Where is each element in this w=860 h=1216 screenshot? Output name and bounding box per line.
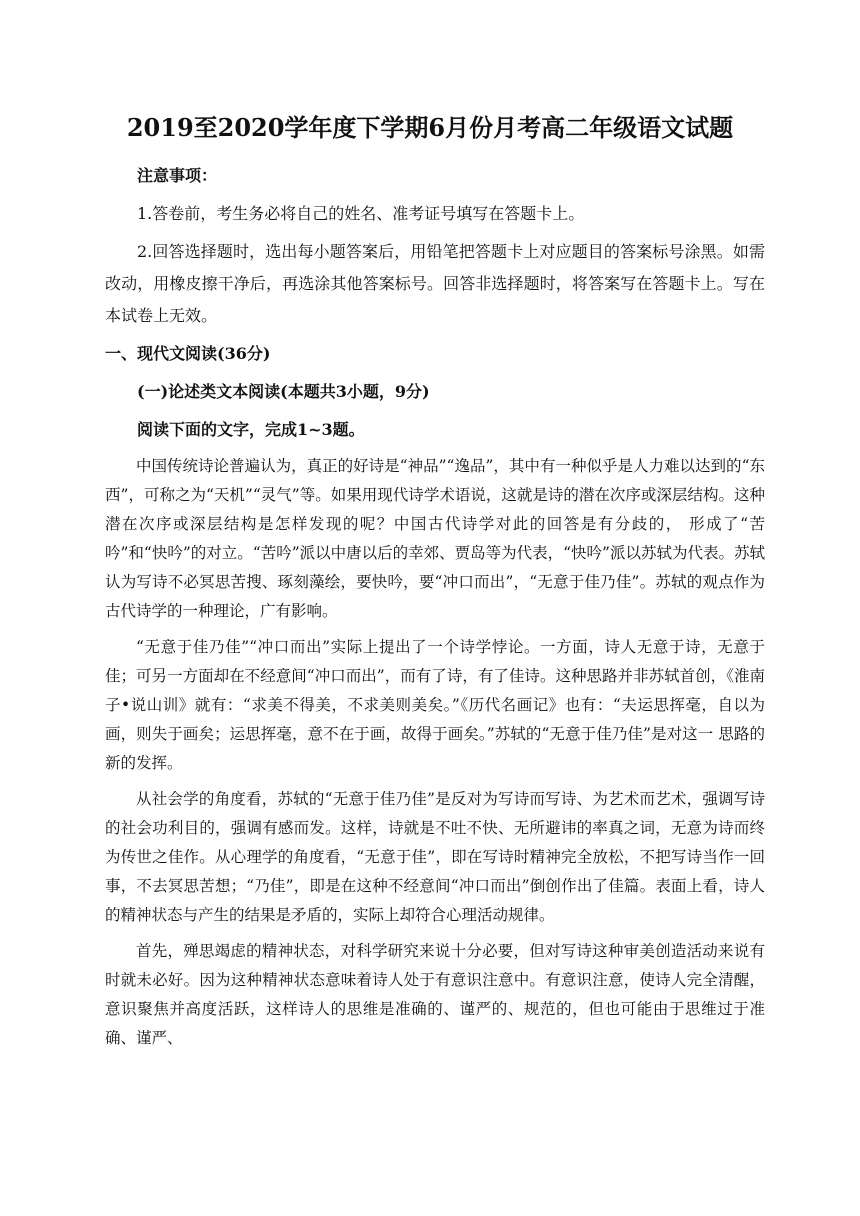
passage-paragraph-2: “无意于佳乃佳”“冲口而出”实际上提出了一个诗学悖论。一方面，诗人无意于诗，无意于佳；可另一方面却在不经意间“冲口而出”，而有了诗，有了佳诗。这种思路并非苏轼首创，《淮南子•说山训》就有：“求美不得美，不求美则美矣。”《历代名画记》也有：“夫运思挥毫，自以为画，则失于画矣；运思挥毫，意不在于画，故得于画矣。”苏轼的“无意于佳乃佳”是对这一 思路的新的发挥。 — [105, 638, 765, 772]
subsection-heading: (一)论述类文本阅读(本题共3小题，9分) — [137, 382, 430, 401]
passage-paragraph-4: 首先，殚思竭虑的精神状态，对科学研究来说十分必要，但对写诗这种审美创造活动来说有时就未必好。因为这种精神状态意味着诗人处于有意识注意中。有意识注意，使诗人完全清醒，意识聚焦并高度活跃，这样诗人的思维是准确的、谨严的、规范的，但也可能由于思维过于准确、谨严、 — [105, 942, 765, 1047]
passage-paragraph-3: 从社会学的角度看，苏轼的“无意于佳乃佳”是反对为写诗而写诗、为艺术而艺术，强调写诗的社会功利目的，强调有感而发。这样，诗就是不吐不快、无所避讳的率真之词，无意为诗而终为传世之佳作。从心理学的角度看，“无意于佳”，即在写诗时精神完全放松，不把写诗当作一回事，不去冥思苦想；“乃佳”，即是在这种不经意间“冲口而出”倒创作出了佳篇。表面上看，诗人的精神状态与产生的结果是矛盾的，实际上却符合心理活动规律。 — [105, 790, 765, 924]
notes-item-2: 2.回答选择题时，选出每小题答案后，用铅笔把答题卡上对应题目的答案标号涂黑。如需改动，用橡皮擦干净后，再选涂其他答案标号。回答非选择题时，将答案写在答题卡上。写在本试卷上无效。 — [105, 242, 765, 325]
notes-item-1: 1.答卷前，考生务必将自己的姓名、准考证号填写在答题卡上。 — [137, 204, 585, 223]
passage-paragraph-1: 中国传统诗论普遍认为，真正的好诗是“神品”“逸品”，其中有一种似乎是人力难以达到的“东西”，可称之为“天机”“灵气”等。如果用现代诗学术语说，这就是诗的潜在次序或深层结构。这种潜在次序或深层结构是怎样发现的呢？中国古代诗学对此的回答是有分歧的， 形成了“苦吟”和“快吟”的对立。“苦吟”派以中唐以后的幸郊、贾岛等为代表，“快吟”派以苏轼为代表。苏轼认为写诗不必冥思苦搜、琢刻藻绘，要快吟，要“冲口而出”，“无意于佳乃佳”。苏轼的观点作为古代诗学的一种理论，广有影响。 — [105, 457, 765, 620]
notes-heading: 注意事项： — [137, 166, 218, 185]
exam-title: 2019至2020学年度下学期6月份月考高二年级语文试题 — [126, 113, 734, 142]
section-heading: 一、现代文阅读(36分) — [105, 344, 271, 363]
reading-instruction: 阅读下面的文字，完成1~3题。 — [137, 420, 365, 439]
